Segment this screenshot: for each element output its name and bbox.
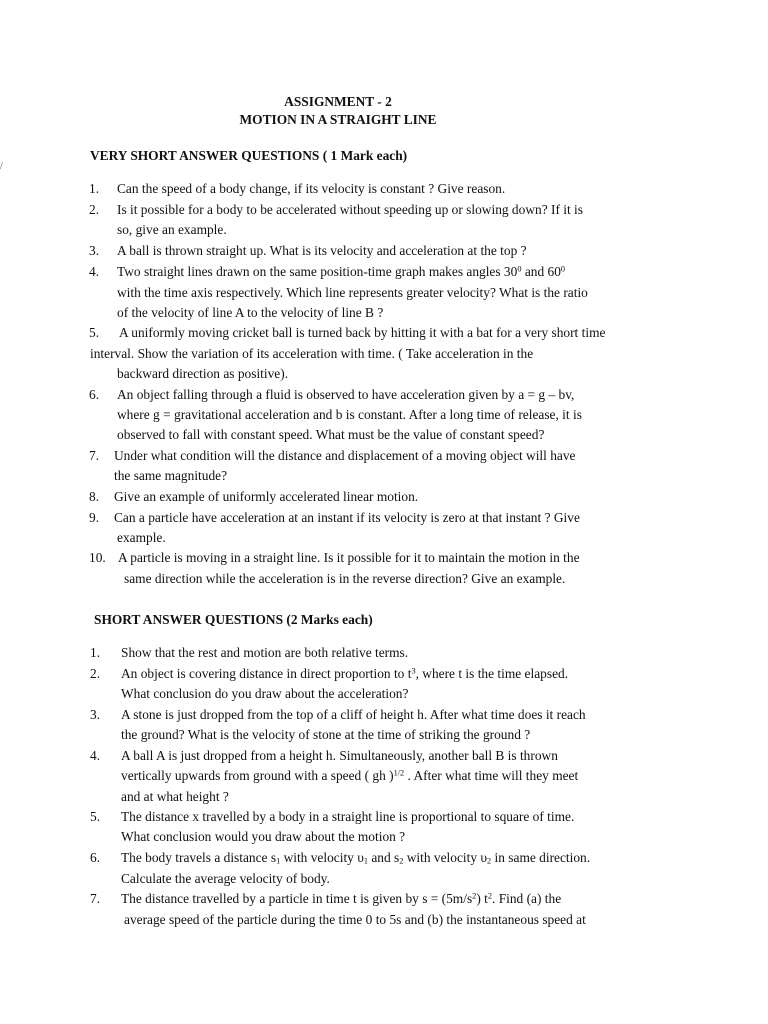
question-text: interval. Show the variation of its acceleration with time. ( Take acceleration in the xyxy=(90,346,534,361)
question-text: A stone is just dropped from the top of a cliff of height h. After what time does it reach xyxy=(121,707,586,722)
question-number: 1. xyxy=(89,181,100,196)
question-number: 5. xyxy=(90,809,101,824)
question-text: where g = gravitational acceleration and b is constant. After a long time of release, it is xyxy=(117,407,582,422)
question-text: Under what condition will the distance and displacement of a moving object will have xyxy=(114,448,576,463)
question-number: 5. xyxy=(89,325,100,340)
question-number: 2. xyxy=(89,202,100,217)
question-text: A ball A is just dropped from a height h. Simultaneously, another ball B is thrown xyxy=(121,748,558,763)
question-text: Give an example of uniformly accelerated linear motion. xyxy=(114,489,419,504)
question-text: and at what height ? xyxy=(121,789,229,804)
question-text: A uniformly moving cricket ball is turned back by hitting it with a bat for a very short time xyxy=(119,325,606,340)
question-text: What conclusion do you draw about the acceleration? xyxy=(121,686,409,701)
question-text: Is it possible for a body to be accelerated without speeding up or slowing down? If it is xyxy=(117,202,583,217)
question-text: What conclusion would you draw about the motion ? xyxy=(121,829,406,844)
question-text: backward direction as positive). xyxy=(117,366,289,381)
question-number: 9. xyxy=(89,510,100,525)
question-number: 6. xyxy=(89,387,100,402)
question-text: Two straight lines drawn on the same position-time graph makes angles $30^0$ and $60^0$ xyxy=(117,264,566,279)
degree-superscript: 0 xyxy=(517,264,522,274)
question-text: The distance travelled by a particle in time t is given by $s = (5m/s^2)$ $t^2$. Find (a) the xyxy=(121,891,562,906)
question-number: 7. xyxy=(89,448,100,463)
question-text: A particle is moving in a straight line. Is it possible for it to maintain the motion in the xyxy=(118,550,580,565)
question-number: 4. xyxy=(89,264,100,279)
question-number: 3. xyxy=(90,707,101,722)
question-text: vertically upwards from ground with a speed ( gh )$^{1/2}$ . After what time will they meet xyxy=(121,768,579,783)
margin-mark: / xyxy=(0,161,3,172)
question-text: Can a particle have acceleration at an instant if its velocity is zero at that instant ? Give xyxy=(114,510,580,525)
question-number: 6. xyxy=(90,850,101,865)
question-number: 4. xyxy=(90,748,101,763)
question-text: so, give an example. xyxy=(117,222,227,237)
question-text: The body travels a distance $s_1$ with velocity $\upsilon_1$ and $s_2$ with velocity $\upsilon_2$ in same direction. xyxy=(121,850,591,866)
degree-superscript: 0 xyxy=(560,264,566,274)
question-text: observed to fall with constant speed. What must be the value of constant speed? xyxy=(117,427,545,442)
question-number: 3. xyxy=(89,243,100,258)
question-text: the ground? What is the velocity of stone at the time of striking the ground ? xyxy=(121,727,531,742)
question-text: with the time axis respectively. Which line represents greater velocity? What is the ratio xyxy=(117,285,588,300)
question-text: the same magnitude? xyxy=(114,468,228,483)
question-text: An object falling through a fluid is observed to have acceleration given by a = g – bv, xyxy=(117,387,575,402)
question-number: 1. xyxy=(90,645,101,660)
question-text: An object is covering distance in direct proportion to $t^3$, where t is the time elapsed. xyxy=(121,666,569,681)
question-text: The distance x travelled by a body in a straight line is proportional to square of time. xyxy=(121,809,575,824)
assignment-subtitle: MOTION IN A STRAIGHT LINE xyxy=(239,112,437,127)
section-heading-short: SHORT ANSWER QUESTIONS (2 Marks each) xyxy=(94,612,373,627)
assignment-title: ASSIGNMENT - 2 xyxy=(284,94,392,109)
section-heading-very-short: VERY SHORT ANSWER QUESTIONS ( 1 Mark each) xyxy=(90,148,408,163)
question-number: 2. xyxy=(90,666,101,681)
question-text: example. xyxy=(117,530,166,545)
question-text: Calculate the average velocity of body. xyxy=(121,871,330,886)
question-number: 10. xyxy=(89,550,106,565)
question-text: of the velocity of line A to the velocity of line B ? xyxy=(117,305,384,320)
question-number: 8. xyxy=(89,489,100,504)
question-text: average speed of the particle during the time 0 to 5s and (b) the instantaneous speed at xyxy=(124,912,586,927)
question-text: same direction while the acceleration is in the reverse direction? Give an example. xyxy=(124,571,566,586)
question-text: Show that the rest and motion are both relative terms. xyxy=(121,645,409,660)
question-text: Can the speed of a body change, if its velocity is constant ? Give reason. xyxy=(117,181,506,196)
question-text: A ball is thrown straight up. What is its velocity and acceleration at the top ? xyxy=(117,243,527,258)
question-number: 7. xyxy=(90,891,101,906)
